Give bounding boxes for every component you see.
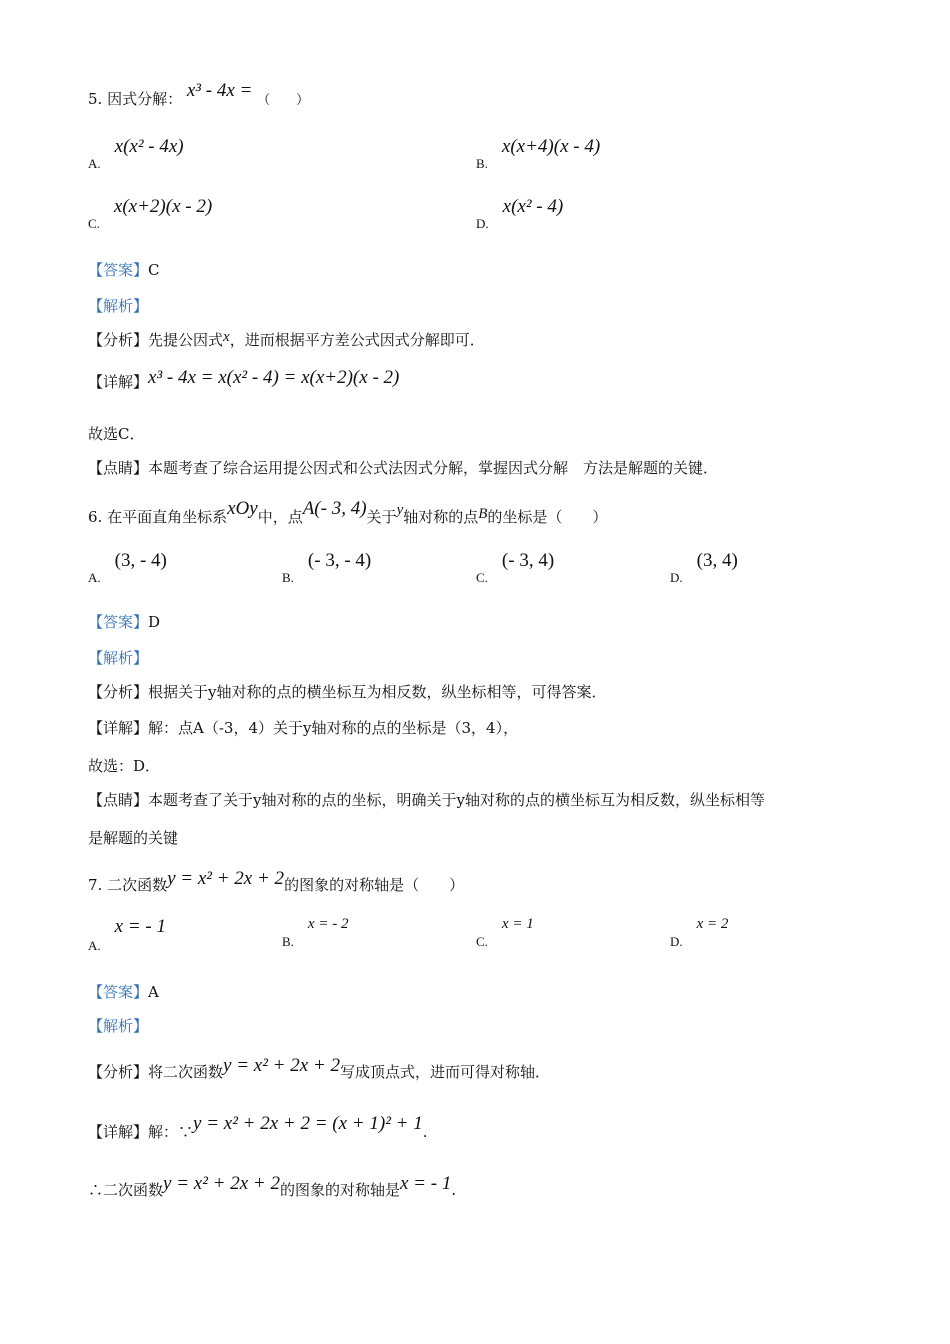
q7-conclusion: ∴二次函数y = x² + 2x + 2的图象的对称轴是x = - 1. xyxy=(88,1173,457,1199)
q7-option-a: A.x = - 1 xyxy=(88,916,166,953)
q5-stem-math: x³ - 4x = xyxy=(186,80,253,101)
q5-stem-prefix: 5. 因式分解： xyxy=(88,90,183,108)
q5-xiangjie: 【详解】x³ - 4x = x(x² - 4) = x(x+2)(x - 2) xyxy=(88,367,400,391)
q6-xiangjie: 【详解】解：点A（-3，4）关于y轴对称的点的坐标是（3，4）， xyxy=(88,719,519,737)
q5-dianjing: 【点睛】本题考查了综合运用提公因式和公式法因式分解，掌握因式分解 方法是解题的关键． xyxy=(88,459,719,477)
q7-stem: 7. 二次函数y = x² + 2x + 2的图象的对称轴是（ ） xyxy=(88,868,465,894)
q5-analysis-tag: 【解析】 xyxy=(88,297,149,315)
q5-guxuan: 故选C． xyxy=(88,425,145,443)
q5-answer: 【答案】C xyxy=(88,261,160,279)
q6-stem: 6. 在平面直角坐标系xOy中，点A(- 3, 4)关于y轴对称的点B的坐标是（ ） xyxy=(88,498,608,526)
q5-option-c: C.x(x+2)(x - 2) xyxy=(88,196,213,231)
q6-option-b: B.(- 3, - 4) xyxy=(282,550,372,585)
q6-dianjing-1: 【点睛】本题考查了关于y轴对称的点的坐标，明确关于y轴对称的点的横坐标互为相反数，纵坐标相等 xyxy=(88,791,765,809)
q6-fenxi: 【分析】根据关于y轴对称的点的横坐标互为相反数，纵坐标相等，可得答案． xyxy=(88,683,607,701)
q5-stem-suffix: （ ） xyxy=(257,93,310,108)
q7-xiangjie: 【详解】解：∵y = x² + 2x + 2 = (x + 1)² + 1. xyxy=(88,1113,428,1141)
q7-analysis-tag: 【解析】 xyxy=(88,1017,149,1035)
q7-option-d: D.x = 2 xyxy=(670,916,729,949)
q6-answer: 【答案】D xyxy=(88,613,161,631)
q6-option-a: A.(3, - 4) xyxy=(88,550,167,585)
q7-option-b: B.x = - 2 xyxy=(282,916,349,949)
q5-stem xyxy=(88,80,310,110)
q5-option-a: A.x(x² - 4x) xyxy=(88,136,184,171)
q7-answer: 【答案】A xyxy=(88,983,159,1001)
q7-option-c: C.x = 1 xyxy=(476,916,534,949)
q6-option-c: C.(- 3, 4) xyxy=(476,550,555,585)
q5-option-d: D.x(x² - 4) xyxy=(476,196,564,231)
q6-dianjing-2: 是解题的关键 xyxy=(88,829,179,847)
q5-fenxi: 【分析】先提公因式x，进而根据平方差公式因式分解即可． xyxy=(88,329,485,349)
q7-fenxi: 【分析】将二次函数y = x² + 2x + 2写成顶点式，进而可得对称轴． xyxy=(88,1055,551,1081)
answer-tag: 【答案】 xyxy=(88,261,149,279)
q6-guxuan: 故选：D． xyxy=(88,757,161,775)
q5-option-b: B.x(x+4)(x - 4) xyxy=(476,136,601,171)
q6-option-d: D.(3, 4) xyxy=(670,550,738,585)
q6-analysis-tag: 【解析】 xyxy=(88,649,149,667)
